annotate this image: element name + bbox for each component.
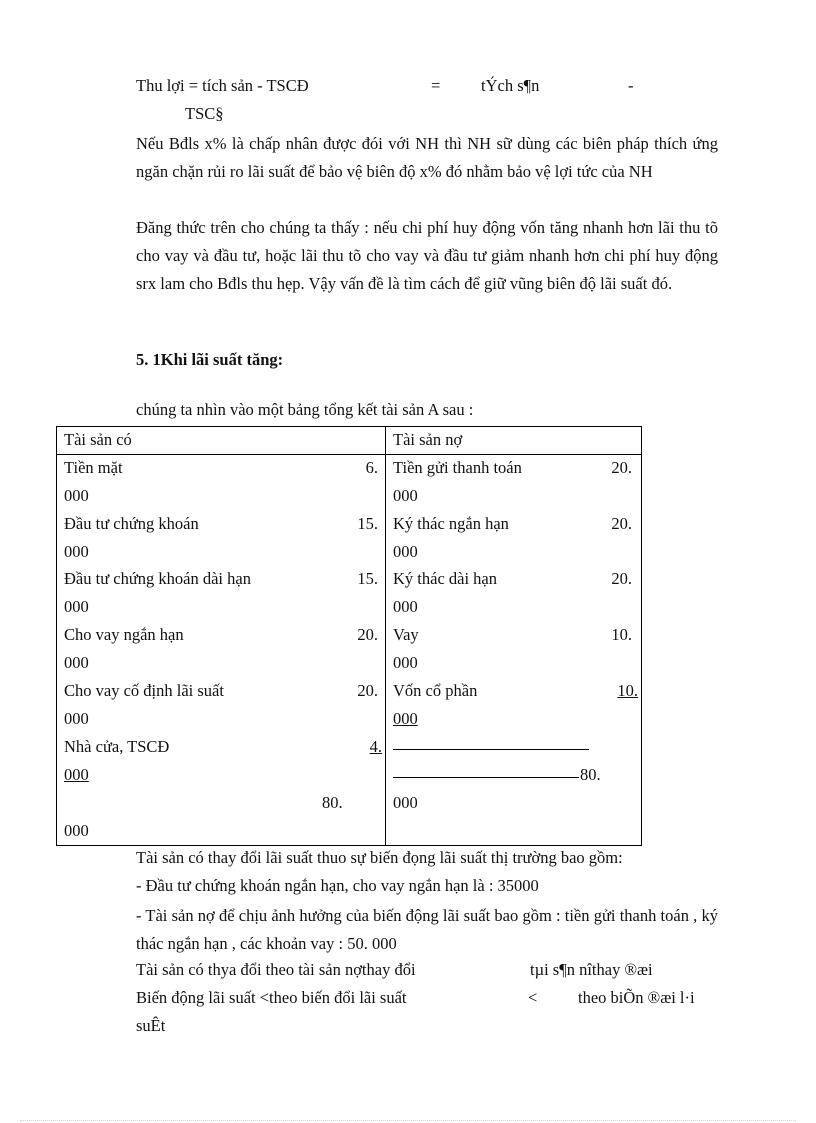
asset-label: Đầu tư chứng khoán	[64, 514, 199, 533]
asset-value: 20.	[357, 625, 378, 644]
after-line-2: - Đầu tư chứng khoán ngắn hạn, cho vay ngắn hạn là : 35000	[136, 876, 539, 895]
liability-rule	[393, 777, 579, 778]
after-paragraph: - Tài sản nợ để chịu ảnh hưởng của biến động lãi suất bao gồm : tiền gửi thanh toán , ký thác ngắn hạn , các khoản vay : 50. 000	[136, 906, 718, 953]
asset-value-cont: 000	[64, 653, 89, 672]
asset-value-cont: 000	[64, 765, 89, 784]
after-line-4-left: Tài sản có thya đổi theo tài sản nợthay đổi	[136, 960, 416, 979]
asset-label: Đầu tư chứng khoán dài hạn	[64, 569, 251, 588]
after-line-1: Tài sản có thay đổi lãi suất thuo sự biến đọng lãi suất thị trường bao gồm:	[136, 848, 623, 867]
liability-value: 10.	[617, 681, 638, 700]
asset-value: 15.	[357, 514, 378, 533]
asset-value-cont: 000	[64, 486, 89, 505]
asset-label: Nhà cửa, TSCĐ	[64, 737, 170, 756]
asset-label: Tiền mặt	[64, 458, 123, 477]
liability-value: 10.	[611, 625, 632, 644]
liability-label: Vốn cổ phần	[393, 681, 478, 700]
asset-value: 4.	[369, 737, 382, 756]
liability-label: Vay	[393, 625, 419, 644]
asset-total-cont: 000	[64, 821, 89, 840]
page-bottom-divider	[20, 1120, 796, 1121]
asset-value-cont: 000	[64, 597, 89, 616]
formula-tsc: TSC§	[185, 104, 224, 123]
asset-label: Cho vay cố định lãi suất	[64, 681, 224, 700]
liability-value-cont: 000	[393, 653, 418, 672]
asset-value-cont: 000	[64, 542, 89, 561]
after-line-5-right: theo biÕn ®æi l·i	[578, 988, 695, 1007]
after-line-5-left: Biến động lãi suất <theo biến đổi lãi suất	[136, 988, 407, 1007]
liability-total-cont: 000	[393, 793, 418, 812]
formula-garbled: tÝch s¶n	[481, 76, 540, 95]
liability-value-cont: 000	[393, 486, 418, 505]
liability-value: 20.	[611, 569, 632, 588]
liability-label: Tiền gửi thanh toán	[393, 458, 522, 477]
liability-value-cont: 000	[393, 709, 418, 728]
formula-equals: =	[431, 76, 441, 95]
asset-value: 15.	[357, 569, 378, 588]
liability-value: 20.	[611, 514, 632, 533]
paragraph-1: Nếu Bđls x% là chấp nhân được đói với NH thì NH sữ dùng các biên pháp thích ứng ngăn chặn rủi ro lãi suất để bảo vệ biên độ x% đó nhằm bảo vệ lợi tức của NH	[136, 134, 718, 181]
header-liabilities: Tài sản nợ	[393, 430, 463, 449]
asset-total: 80.	[322, 793, 343, 812]
liability-value-cont: 000	[393, 597, 418, 616]
after-line-5-lt: <	[528, 988, 538, 1007]
liability-label: Ký thác dài hạn	[393, 569, 498, 588]
asset-value: 6.	[365, 458, 378, 477]
liability-label: Ký thác ngắn hạn	[393, 514, 509, 533]
liability-value-cont: 000	[393, 542, 418, 561]
formula-left: Thu lợi = tích sản - TSCĐ	[136, 76, 309, 95]
table-column-divider	[385, 426, 386, 846]
asset-label: Cho vay ngắn hạn	[64, 625, 184, 644]
section-heading: 5. 1Khi lãi suất tăng:	[136, 350, 284, 369]
header-assets: Tài sản có	[64, 430, 132, 449]
liability-value: 20.	[611, 458, 632, 477]
after-line-6: suÊt	[136, 1016, 166, 1035]
liability-total: 80.	[580, 765, 601, 784]
after-line-4-right: tµi s¶n nîthay ®æi	[530, 960, 653, 979]
table-intro: chúng ta nhìn vào một bảng tổng kết tài sản A sau :	[136, 400, 474, 419]
asset-value-cont: 000	[64, 709, 89, 728]
paragraph-2: Đăng thức trên cho chúng ta thấy : nếu chi phí huy động vốn tăng nhanh hơn lãi thu tõ cho vay và đầu tư, hoặc lãi thu tõ cho vay và đầu tư giảm nhanh hơn chi phí huy động srx lam cho Bđls thu hẹp. Vậy vấn đề là tìm cách để giữ vũng biên độ lãi suất đó.	[136, 218, 718, 293]
asset-value: 20.	[357, 681, 378, 700]
formula-dash: -	[628, 76, 634, 95]
liability-rule	[393, 749, 589, 750]
